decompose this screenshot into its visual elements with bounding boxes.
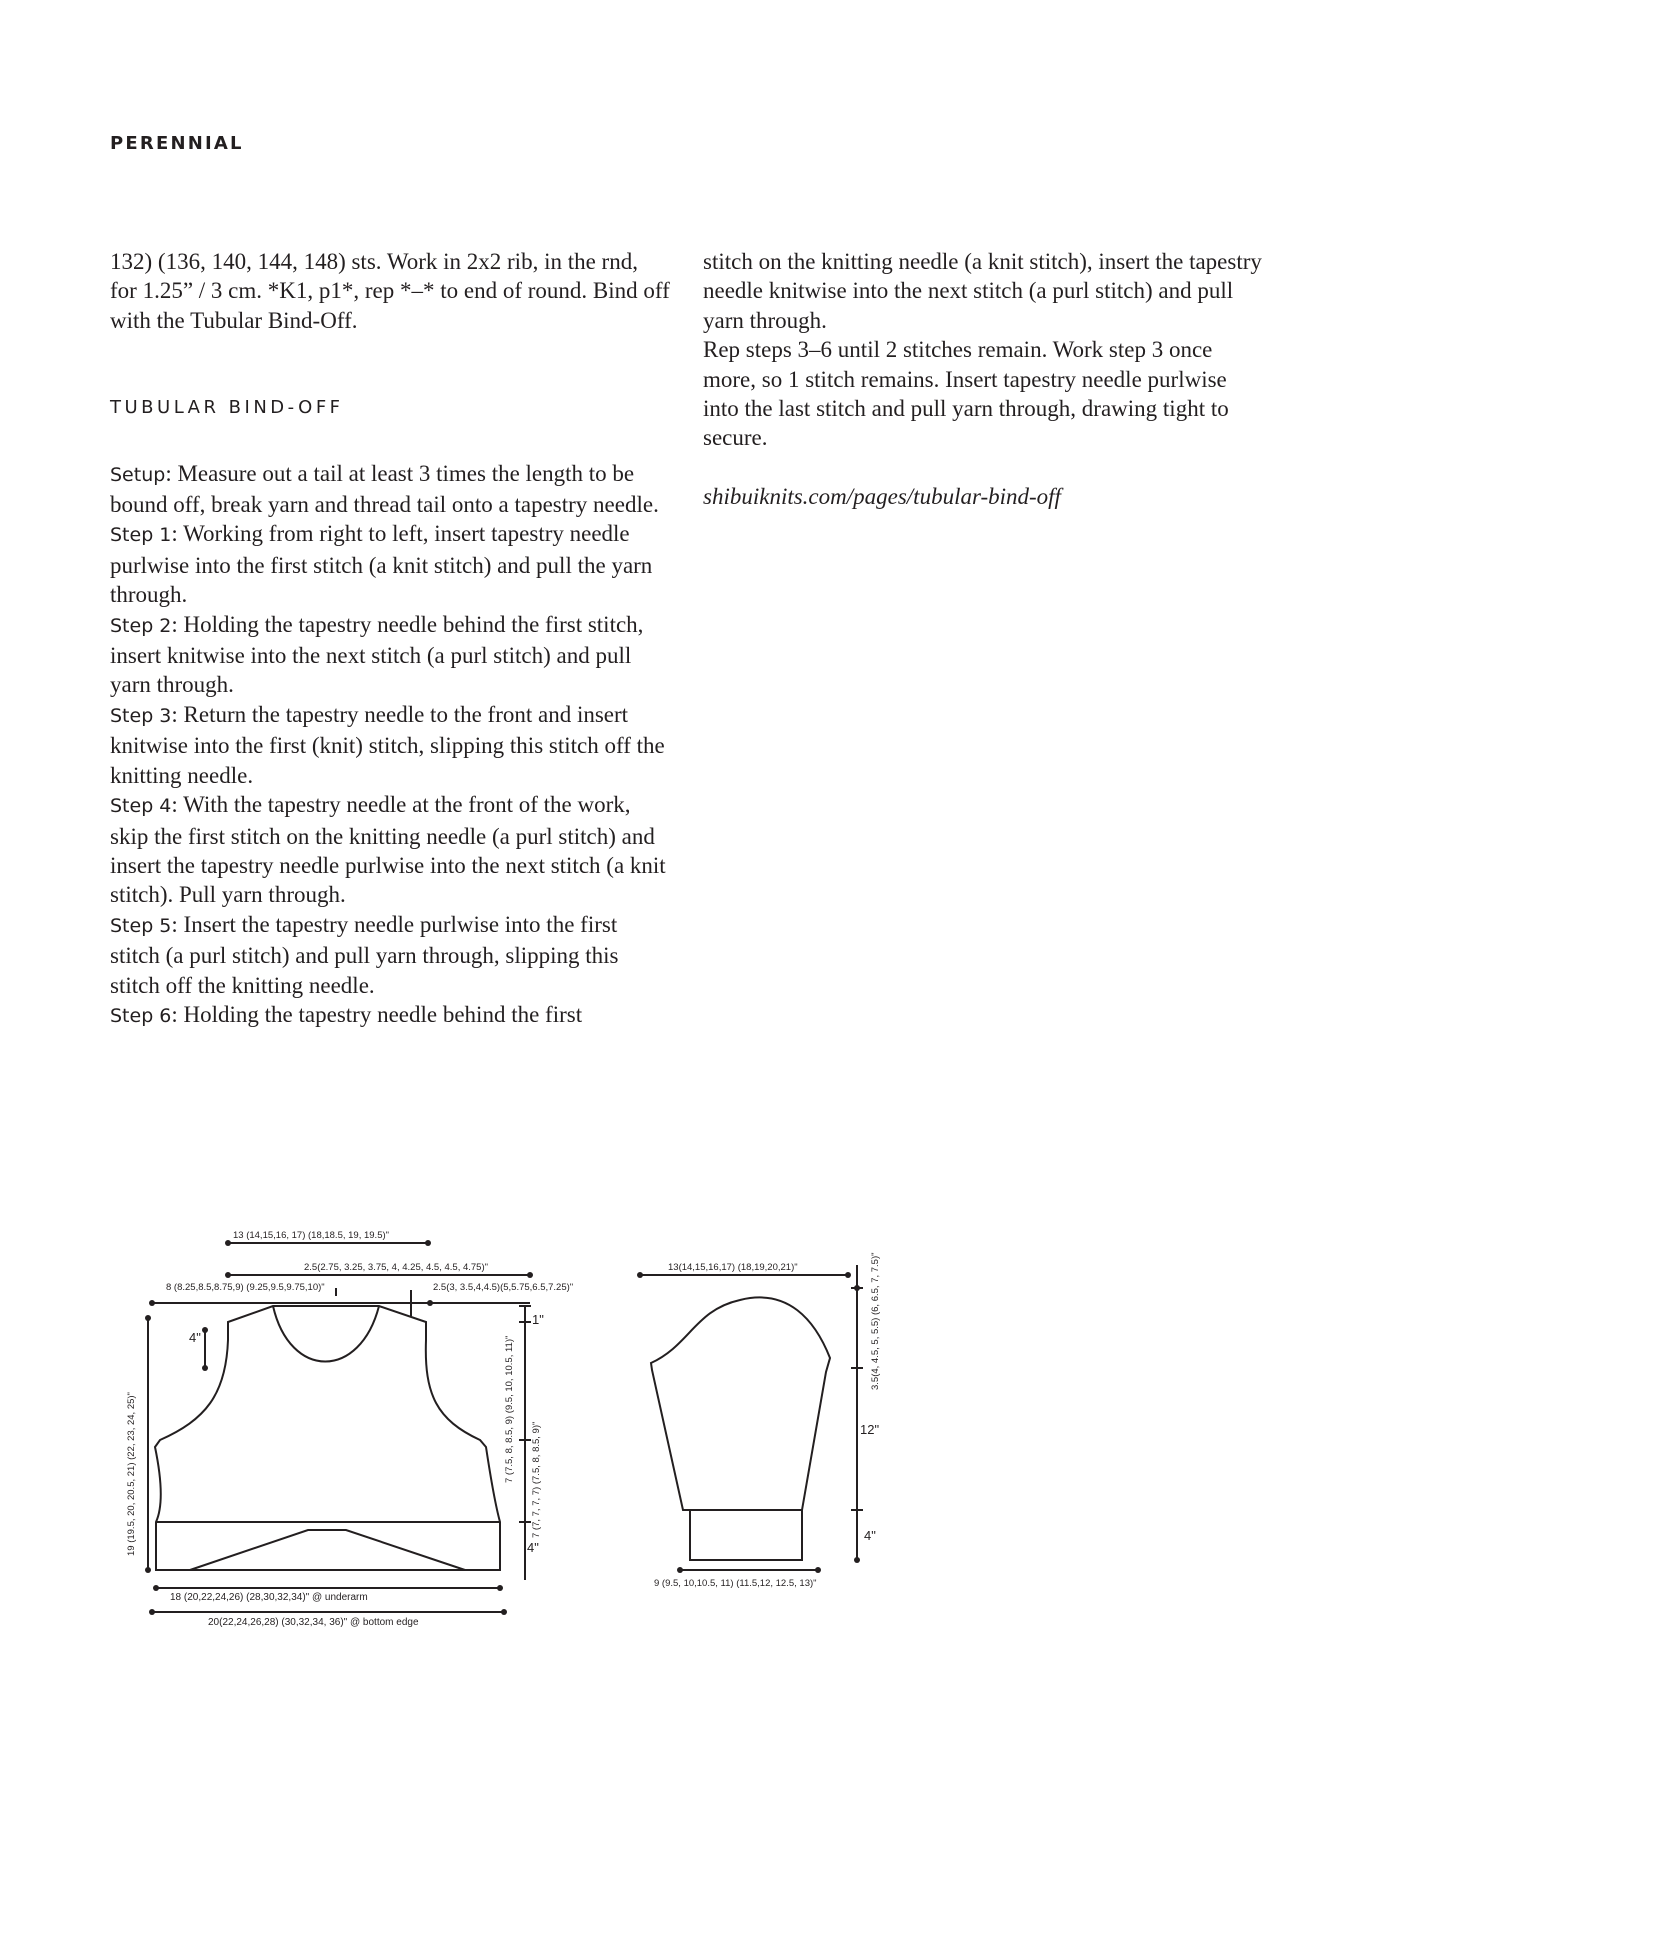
body-dimension-ticks	[145, 1240, 533, 1615]
step-text: : With the tapestry needle at the front of the work, skip the first stitch on the knitting needle (a purl stitch) and insert the tapestry needle purlwise into the next stitch (a knit stitch). Pull yarn through.	[110, 792, 666, 908]
step-text: : Working from right to left, insert tapestry needle purlwise into the first stitch (a knit stitch) and pull the yarn through.	[110, 521, 653, 608]
body-total-length-label: 19 (19.5, 20, 20.5, 21) (22, 23, 24, 25)"	[126, 1392, 137, 1556]
sleeve-cap-height-label: 3.5(4, 4.5, 5, 5.5) (6, 6.5, 7, 7.5)"	[870, 1252, 881, 1390]
body-bottom-width-label: 20(22,24,26,28) (30,32,34, 36)" @ bottom edge	[208, 1617, 419, 1628]
body-underarm-width-label: 18 (20,22,24,26) (28,30,32,34)" @ underarm	[170, 1592, 368, 1603]
tutorial-link[interactable]: shibuiknits.com/pages/tubular-bind-off	[703, 483, 1061, 509]
sleeve-length-label: 12"	[860, 1422, 880, 1437]
body-top-width-label: 13 (14,15,16, 17) (18,18.5, 19, 19.5)"	[233, 1230, 390, 1241]
running-header: PERENNIAL	[110, 133, 244, 154]
step-label: Setup	[110, 463, 166, 486]
sleeve-cuff-length-label: 4"	[864, 1528, 876, 1543]
body-shoulder-left-label: 8 (8.25,8.5,8.75,9) (9.25,9.5,9.75,10)"	[166, 1282, 325, 1293]
step-text: : Insert the tapestry needle purlwise into the first stitch (a purl stitch) and pull yarn through, slipping this stitch off the knitting needle.	[110, 911, 619, 998]
section-title: TUBULAR BIND-OFF	[110, 397, 344, 419]
step-text: : Return the tapestry needle to the front and insert knitwise into the first (knit) stitch, slipping this stitch off the knitting needle.	[110, 701, 665, 788]
body-hem-depth-label: 4"	[527, 1540, 539, 1555]
step-label: Step 3	[110, 704, 172, 727]
continuation-paragraph: stitch on the knitting needle (a knit stitch), insert the tapestry needle knitwise into the next stitch (a purl stitch) and pull yarn through.	[703, 249, 1262, 333]
body-shoulder-drop-label: 1"	[532, 1312, 544, 1327]
sleeve-cuff	[690, 1510, 802, 1560]
step-text: : Measure out a tail at least 3 times the length to be bound off, break yarn and thread tail onto a tapestry needle.	[110, 460, 659, 518]
body-neck-width-label: 2.5(2.75, 3.25, 3.75, 4, 4.25, 4.5, 4.5, 4.75)"	[304, 1262, 489, 1273]
body-schematic	[148, 1243, 531, 1612]
step-text: : Holding the tapestry needle behind the first stitch, insert knitwise into the next stitch (a purl stitch) and pull yarn through.	[110, 611, 644, 698]
sleeve-cuff-width-label: 9 (9.5, 10,10.5, 11) (11.5,12, 12.5, 13)"	[654, 1578, 817, 1589]
sleeve-top-width-label: 13(14,15,16,17) (18,19,20,21)"	[668, 1262, 798, 1273]
neckline	[273, 1306, 379, 1362]
step-label: Step 1	[110, 524, 172, 547]
step-label: Step 6	[110, 1004, 172, 1027]
step-label: Step 5	[110, 914, 172, 937]
sleeve-dimension-ticks	[637, 1272, 860, 1573]
hem-shaping	[190, 1530, 465, 1570]
sleeve-outline	[651, 1297, 830, 1510]
step-label: Step 4	[110, 795, 172, 818]
step-label: Step 2	[110, 614, 172, 637]
body-armhole-depth-label: 7 (7.5, 8, 8.5, 9) (9.5, 10, 10.5, 11)"	[504, 1335, 515, 1483]
body-shoulder-right-label: 2.5(3, 3.5,4,4.5)(5,5.75,6.5,7.25)"	[433, 1282, 574, 1293]
intro-paragraph: 132) (136, 140, 144, 148) sts. Work in 2x2 rib, in the rnd, for 1.25” / 3 cm. *K1, p1*, rep *–* to end of round. Bind off with the Tubular Bind-Off.	[110, 249, 670, 333]
sleeve-schematic	[640, 1265, 863, 1570]
body-neck-depth-label: 4"	[189, 1330, 201, 1345]
step-text: : Holding the tapestry needle behind the first	[171, 1001, 583, 1027]
body-side-length-label: 7 (7, 7, 7, 7) (7.5, 8, 8.5, 9)"	[531, 1421, 542, 1538]
repeat-paragraph: Rep steps 3–6 until 2 stitches remain. Work step 3 once more, so 1 stitch remains. Insert tapestry needle purlwise into the last stitch and pull yarn through, drawing tight to secure.	[703, 337, 1229, 451]
